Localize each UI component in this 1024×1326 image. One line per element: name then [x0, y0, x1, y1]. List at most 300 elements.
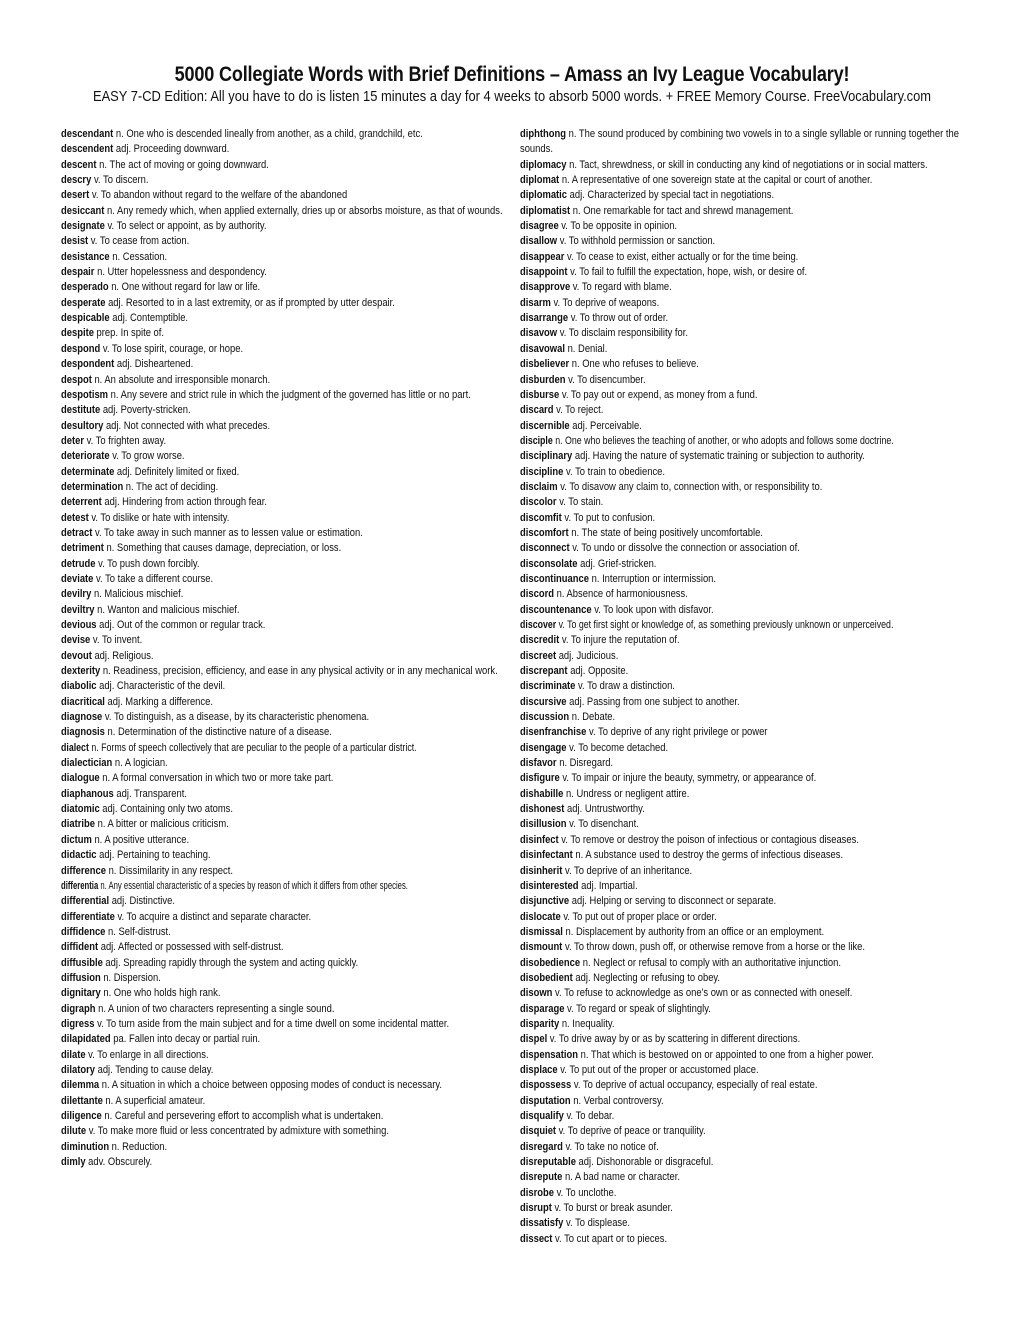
glossary-entry	[520, 1170, 972, 1185]
entry-definition: adj. Affected or possessed with self-distrust.	[100, 941, 284, 954]
glossary-entry	[520, 357, 972, 372]
entry-definition: adj. Resorted to in a last extremity, or as if prompted by utter despair.	[108, 296, 395, 309]
entry-word: dictum	[61, 833, 92, 846]
entry-definition: v. To drive away by or as by scattering in different directions.	[549, 1033, 801, 1046]
entry-definition: v. To make more fluid or less concentrated by admixture with something.	[88, 1125, 389, 1138]
entry-definition: n. One who is descended lineally from another, as a child, grandchild, etc.	[115, 128, 423, 140]
glossary-entry	[61, 725, 513, 740]
glossary-entry	[520, 250, 972, 265]
entry-definition: v. To burst or break asunder.	[554, 1202, 673, 1215]
glossary-entry	[520, 434, 972, 449]
entry-word: discriminate	[520, 680, 576, 693]
entry-definition: adj. Pertaining to teaching.	[99, 849, 211, 862]
entry-definition: v. To put to confusion.	[564, 511, 656, 524]
glossary-entry	[61, 204, 513, 219]
entry-definition: prep. In spite of.	[96, 327, 165, 340]
glossary-entry	[520, 1155, 972, 1170]
entry-word: disciplinary	[520, 450, 573, 463]
glossary-entry	[520, 495, 972, 510]
glossary-entry	[520, 679, 972, 694]
entry-definition: v. To deprive of peace or tranquility.	[558, 1125, 706, 1138]
entry-word: disconnect	[520, 542, 570, 555]
entry-word: disquiet	[520, 1125, 557, 1138]
glossary-entry	[520, 956, 972, 971]
entry-word: deteriorate	[61, 450, 110, 463]
entry-definition: v. To take no notice of.	[565, 1140, 659, 1153]
entry-definition: n. Verbal controversy.	[573, 1094, 664, 1107]
entry-word: despotism	[61, 388, 109, 401]
entry-definition: v. To refuse to acknowledge as one's own or as connected with oneself.	[555, 987, 853, 1000]
entry-word: digraph	[61, 1002, 96, 1015]
glossary-entry	[61, 449, 513, 464]
entry-definition: n. The act of deciding.	[125, 480, 219, 493]
entry-definition: v. To select or appoint, as by authority.	[107, 220, 267, 233]
entry-word: descry	[61, 174, 92, 187]
entry-definition: v. To cease to exist, either actually or for the time being.	[567, 250, 799, 263]
glossary-entry	[520, 649, 972, 664]
glossary-entry	[61, 188, 513, 203]
entry-word: devilry	[61, 588, 92, 601]
entry-word: differentia	[61, 879, 99, 892]
entry-definition: v. To regard with blame.	[572, 281, 672, 294]
entry-word: disenfranchise	[520, 726, 587, 739]
entry-definition: adj. Neglecting or refusing to obey.	[575, 971, 721, 984]
entry-word: dismount	[520, 941, 563, 954]
glossary-entry	[520, 802, 972, 817]
entry-definition: v. To disclaim responsibility for.	[559, 327, 688, 340]
glossary-entry	[520, 1109, 972, 1124]
entry-definition: v. To discern.	[93, 174, 149, 187]
glossary-entry	[61, 618, 513, 633]
entry-word: diatribe	[61, 818, 95, 831]
entry-definition: v. To disenchant.	[569, 818, 639, 831]
entry-word: disciple	[520, 434, 553, 447]
entry-definition: n. One without regard for law or life.	[111, 281, 261, 294]
entry-definition: v. To withhold permission or sanction.	[559, 235, 716, 248]
entry-definition: v. To dislike or hate with intensity.	[91, 511, 230, 524]
entry-word: despite	[61, 327, 94, 340]
entry-word: diphthong	[520, 128, 566, 140]
entry-definition: v. To deprive of an inheritance.	[564, 864, 693, 877]
entry-definition: v. To become detached.	[569, 741, 669, 754]
entry-word: disarm	[520, 296, 551, 309]
entry-definition: n. One remarkable for tact and shrewd management.	[572, 204, 794, 217]
entry-word: diffident	[61, 941, 99, 954]
glossary-entry	[520, 1032, 972, 1047]
glossary-entry	[520, 633, 972, 648]
glossary-entry	[61, 848, 513, 863]
entry-word: deviate	[61, 572, 94, 585]
entry-word: disinfectant	[520, 849, 573, 862]
glossary-entry	[520, 1232, 972, 1247]
entry-definition: v. To throw out of order.	[570, 312, 669, 325]
entry-definition: n. Utter hopelessness and despondency.	[97, 266, 267, 279]
glossary-entry	[61, 419, 513, 434]
glossary-entry	[61, 649, 513, 664]
entry-word: didactic	[61, 849, 97, 862]
glossary-entry	[520, 173, 972, 188]
entry-word: desist	[61, 235, 89, 248]
entry-definition: n. Absence of harmoniousness.	[556, 588, 688, 601]
entry-word: despond	[61, 342, 101, 355]
entry-word: disarrange	[520, 312, 569, 325]
glossary-entry	[61, 541, 513, 556]
glossary-entry	[520, 1216, 972, 1231]
glossary-entry	[520, 388, 972, 403]
entry-definition: adv. Obscurely.	[88, 1156, 153, 1169]
glossary-entry	[61, 434, 513, 449]
glossary-entry	[61, 357, 513, 372]
entry-word: devious	[61, 619, 97, 631]
entry-definition: v. To distinguish, as a disease, by its characteristic phenomena.	[104, 711, 370, 724]
glossary-entry	[520, 265, 972, 280]
glossary-entry	[61, 603, 513, 618]
entry-word: dilettante	[61, 1094, 103, 1107]
glossary-entry	[61, 894, 513, 909]
entry-word: dilapidated	[61, 1033, 111, 1046]
entry-definition: adj. Having the nature of systematic training or subjection to authority.	[574, 450, 865, 463]
entry-definition: n. Any essential characteristic of a species by reason of which it differs from other species.	[100, 879, 408, 892]
entry-definition: n. Forms of speech collectively that are peculiar to the people of a particular district.	[91, 741, 417, 754]
entry-definition: adj. Marking a difference.	[107, 695, 213, 708]
entry-definition: v. To enlarge in all directions.	[88, 1048, 209, 1061]
glossary-entry	[520, 541, 972, 556]
entry-word: destitute	[61, 404, 101, 417]
glossary-entry	[520, 1002, 972, 1017]
glossary-entry	[520, 1017, 972, 1032]
entry-definition: v. To pay out or expend, as money from a fund.	[561, 388, 758, 401]
entry-word: detriment	[61, 542, 104, 555]
entry-word: dismissal	[520, 925, 563, 938]
entry-word: disinfect	[520, 833, 559, 846]
entry-definition: v. To train to obedience.	[566, 465, 666, 478]
entry-word: dimly	[61, 1156, 86, 1169]
glossary-entry	[61, 234, 513, 249]
glossary-entry	[61, 587, 513, 602]
glossary-entry	[61, 1109, 513, 1124]
entry-definition: adj. Opposite.	[570, 665, 629, 678]
entry-word: desistance	[61, 250, 110, 263]
entry-definition: v. To grow worse.	[112, 450, 185, 463]
entry-word: disengage	[520, 741, 567, 754]
entry-word: dispossess	[520, 1079, 572, 1092]
entry-definition: n. A situation in which a choice between opposing modes of conduct is necessary.	[101, 1079, 442, 1092]
glossary-entry	[61, 833, 513, 848]
glossary-entry	[61, 280, 513, 295]
entry-word: discussion	[520, 711, 570, 724]
glossary-entry	[520, 311, 972, 326]
entry-word: diminution	[61, 1140, 110, 1153]
entry-word: disregard	[520, 1140, 563, 1153]
glossary-entry	[61, 664, 513, 679]
page-title: 5000 Collegiate Words with Brief Definitions – Amass an Ivy League Vocabulary!	[174, 63, 850, 86]
entry-definition: adj. Proceeding downward.	[115, 143, 230, 156]
entry-word: diplomatic	[520, 189, 568, 202]
entry-definition: v. To acquire a distinct and separate character.	[117, 910, 312, 923]
entry-word: disobedience	[520, 956, 581, 969]
glossary-entry	[520, 1186, 972, 1201]
entry-definition: v. To turn aside from the main subject and for a time dwell on some incidental matter.	[97, 1017, 450, 1030]
glossary-entry	[520, 403, 972, 418]
glossary-entry	[520, 1124, 972, 1139]
glossary-entry	[520, 296, 972, 311]
entry-word: discrepant	[520, 665, 568, 678]
glossary-entry	[520, 1201, 972, 1216]
entry-definition: v. To put out of proper place or order.	[563, 910, 717, 923]
glossary-entry	[520, 526, 972, 541]
glossary-entry	[520, 787, 972, 802]
entry-word: disjunctive	[520, 895, 570, 908]
entry-word: disreputable	[520, 1156, 576, 1169]
glossary-entry	[520, 848, 972, 863]
glossary-entry	[61, 633, 513, 648]
entry-definition: n. Readiness, precision, efficiency, and ease in any physical activity or in any mechanical work.	[102, 665, 498, 678]
entry-word: diffusible	[61, 956, 103, 969]
entry-word: disparity	[520, 1017, 560, 1030]
entry-definition: n. Interruption or intermission.	[591, 572, 717, 585]
glossary-entry	[61, 1094, 513, 1109]
right-column	[520, 127, 972, 1247]
glossary-entry	[520, 219, 972, 234]
entry-word: discard	[520, 404, 554, 417]
entry-definition: n. Dissimilarity in any respect.	[108, 864, 233, 877]
entry-word: disburse	[520, 388, 560, 401]
entry-definition: n. A substance used to destroy the germs of infectious diseases.	[575, 849, 844, 862]
entry-word: dialectician	[61, 757, 113, 770]
entry-word: dilute	[61, 1125, 87, 1138]
entry-word: diffusion	[61, 971, 101, 984]
glossary-entry	[520, 971, 972, 986]
entry-definition: n. The sound produced by combining two vowels in to a single syllable or running together the sounds.	[520, 128, 959, 156]
entry-word: disinherit	[520, 864, 563, 877]
page-header	[0, 62, 1024, 106]
entry-definition: v. To look upon with disfavor.	[594, 603, 714, 616]
glossary-entry	[61, 388, 513, 403]
entry-definition: v. To cease from action.	[90, 235, 190, 248]
entry-word: dispensation	[520, 1048, 579, 1061]
entry-word: designate	[61, 220, 105, 233]
entry-definition: n. Any remedy which, when applied externally, dries up or absorbs moisture, as that of wounds.	[107, 204, 503, 217]
entry-word: dishabille	[520, 787, 564, 800]
entry-word: desiccant	[61, 204, 105, 217]
entry-word: disputation	[520, 1094, 571, 1107]
entry-word: disillusion	[520, 818, 567, 831]
glossary-entry	[520, 465, 972, 480]
glossary-entry	[520, 771, 972, 786]
entry-word: deviltry	[61, 603, 95, 616]
entry-word: diagnose	[61, 711, 103, 724]
entry-definition: v. To invent.	[92, 634, 143, 647]
entry-definition: v. To regard or speak of slightingly.	[567, 1002, 711, 1015]
entry-definition: v. To remove or destroy the poison of infectious or contagious diseases.	[561, 833, 859, 846]
entry-definition: v. To throw down, push off, or otherwise remove from a horse or the like.	[564, 941, 866, 954]
entry-definition: v. To take away in such manner as to lessen value or estimation.	[94, 526, 363, 539]
entry-definition: v. To displease.	[566, 1217, 630, 1230]
glossary-entry	[520, 1094, 972, 1109]
glossary-entry	[61, 511, 513, 526]
entry-word: dilate	[61, 1048, 86, 1061]
entry-definition: adj. Transparent.	[116, 787, 187, 800]
glossary-entry	[520, 940, 972, 955]
glossary-entry	[520, 480, 972, 495]
entry-word: diaphanous	[61, 787, 114, 800]
entry-word: diacritical	[61, 695, 105, 708]
glossary-entry	[520, 925, 972, 940]
glossary-entry	[520, 280, 972, 295]
entry-word: devout	[61, 649, 92, 662]
entry-definition: v. To deprive of any right privilege or power	[589, 726, 768, 739]
glossary-entry	[520, 741, 972, 756]
glossary-entry	[520, 710, 972, 725]
entry-word: disconsolate	[520, 557, 578, 570]
glossary-entry	[520, 204, 972, 219]
entry-word: descendant	[61, 128, 114, 140]
entry-definition: n. Neglect or refusal to comply with an authoritative injunction.	[582, 956, 841, 969]
entry-definition: n. A bad name or character.	[564, 1171, 680, 1184]
entry-definition: n. A union of two characters representing a single sound.	[98, 1002, 335, 1015]
entry-word: determination	[61, 480, 124, 493]
entry-definition: v. To lose spirit, courage, or hope.	[102, 342, 244, 355]
entry-word: dialect	[61, 741, 89, 754]
entry-word: disinterested	[520, 879, 579, 892]
entry-definition: v. To frighten away.	[86, 434, 167, 447]
glossary-entry	[61, 741, 513, 756]
entry-word: despair	[61, 266, 95, 279]
entry-definition: n. That which is bestowed on or appointed to one from a higher power.	[580, 1048, 874, 1061]
glossary-entry	[520, 618, 972, 633]
entry-definition: n. Wanton and malicious mischief.	[97, 603, 240, 616]
entry-definition: v. To injure the reputation of.	[561, 634, 680, 647]
entry-word: discredit	[520, 634, 560, 647]
glossary-entry	[520, 326, 972, 341]
glossary-entry	[520, 587, 972, 602]
entry-definition: adj. Characteristic of the devil.	[99, 680, 226, 693]
entry-word: determinate	[61, 465, 115, 478]
glossary-entry	[61, 787, 513, 802]
entry-word: detest	[61, 511, 89, 524]
entry-word: diligence	[61, 1110, 102, 1122]
entry-definition: v. To reject.	[556, 404, 604, 417]
glossary-entry	[61, 817, 513, 832]
entry-definition: adj. Untrustworthy.	[567, 803, 645, 816]
entry-definition: adj. Tending to cause delay.	[97, 1063, 214, 1076]
entry-definition: n. A formal conversation in which two or more take part.	[102, 772, 334, 785]
entry-definition: n. Inequality.	[561, 1017, 615, 1030]
entry-word: descent	[61, 158, 97, 171]
entry-definition: n. Dispersion.	[103, 971, 161, 984]
entry-definition: n. A logician.	[114, 757, 168, 770]
entry-definition: n. The act of moving or going downward.	[99, 158, 269, 171]
entry-word: desert	[61, 189, 90, 202]
entry-word: disagree	[520, 220, 559, 233]
glossary-entry	[520, 817, 972, 832]
entry-definition: adj. Religious.	[94, 649, 154, 662]
glossary-entry	[61, 910, 513, 925]
glossary-entry	[520, 511, 972, 526]
entry-word: dialogue	[61, 772, 100, 785]
entry-word: despicable	[61, 312, 110, 325]
entry-word: differentiate	[61, 910, 115, 923]
entry-word: disrobe	[520, 1186, 554, 1199]
entry-word: diagnosis	[61, 726, 105, 739]
entry-word: disobedient	[520, 971, 573, 984]
glossary-entry	[520, 894, 972, 909]
entry-definition: n. The state of being positively uncomfortable.	[571, 526, 763, 539]
entry-definition: adj. Impartial.	[581, 879, 638, 892]
entry-word: deter	[61, 434, 85, 447]
entry-definition: v. To put out of the proper or accustomed place.	[560, 1063, 759, 1076]
glossary-entry	[61, 1032, 513, 1047]
glossary-entry	[61, 1002, 513, 1017]
glossary-entry	[61, 925, 513, 940]
entry-definition: adj. Poverty-stricken.	[102, 404, 191, 417]
entry-word: deterrent	[61, 496, 102, 509]
entry-word: disappoint	[520, 266, 568, 279]
glossary-entry	[520, 1048, 972, 1063]
glossary-entry	[520, 127, 972, 158]
entry-definition: v. To disencumber.	[568, 373, 646, 386]
entry-definition: adj. Disheartened.	[116, 358, 194, 371]
entry-word: diplomatist	[520, 204, 571, 217]
entry-word: desperado	[61, 281, 109, 294]
entry-definition: adj. Hindering from action through fear.	[104, 496, 267, 509]
entry-definition: v. To get first sight or knowledge of, as something previously unknown or unperceived.	[558, 619, 894, 631]
entry-word: discreet	[520, 649, 557, 662]
entry-word: disrupt	[520, 1202, 552, 1215]
entry-definition: v. To push down forcibly.	[98, 557, 200, 570]
glossary-entry	[61, 1140, 513, 1155]
entry-definition: v. To abandon without regard to the welfare of the abandoned	[91, 189, 348, 202]
entry-word: devise	[61, 634, 91, 647]
entry-word: disallow	[520, 235, 558, 248]
entry-definition: pa. Fallen into decay or partial ruin.	[113, 1033, 261, 1046]
glossary-entry	[61, 771, 513, 786]
entry-word: differential	[61, 895, 110, 908]
entry-definition: adj. Perceivable.	[572, 419, 642, 432]
entry-word: disapprove	[520, 281, 571, 294]
entry-definition: adj. Helping or serving to disconnect or separate.	[571, 895, 777, 908]
entry-definition: adj. Not connected with what precedes.	[105, 419, 271, 432]
entry-definition: n. Self-distrust.	[108, 925, 171, 938]
glossary-entry	[61, 173, 513, 188]
entry-word: descendent	[61, 143, 114, 156]
entry-word: digress	[61, 1017, 95, 1030]
entry-definition: n. Malicious mischief.	[93, 588, 184, 601]
entry-word: dispel	[520, 1033, 548, 1046]
entry-definition: n. Something that causes damage, depreciation, or loss.	[106, 542, 342, 555]
entry-word: disclaim	[520, 480, 558, 493]
entry-definition: adj. Judicious.	[558, 649, 619, 662]
entry-word: disfigure	[520, 772, 560, 785]
entry-definition: v. To impair or injure the beauty, symmetry, or appearance of.	[562, 772, 817, 785]
entry-word: disfavor	[520, 757, 557, 770]
glossary-entry	[520, 910, 972, 925]
entry-definition: v. To cut apart or to pieces.	[555, 1232, 668, 1245]
glossary-entry	[520, 557, 972, 572]
glossary-entry	[61, 142, 513, 157]
glossary-entry	[61, 465, 513, 480]
entry-word: desperate	[61, 296, 106, 309]
glossary-entry	[520, 572, 972, 587]
entry-word: disburden	[520, 373, 566, 386]
glossary-entry	[61, 127, 513, 142]
glossary-entry	[520, 188, 972, 203]
entry-word: desultory	[61, 419, 104, 432]
entry-word: diatomic	[61, 803, 100, 816]
entry-word: discipline	[520, 465, 564, 478]
glossary-entry	[61, 1078, 513, 1093]
entry-definition: v. To undo or dissolve the connection or association of.	[572, 542, 800, 555]
